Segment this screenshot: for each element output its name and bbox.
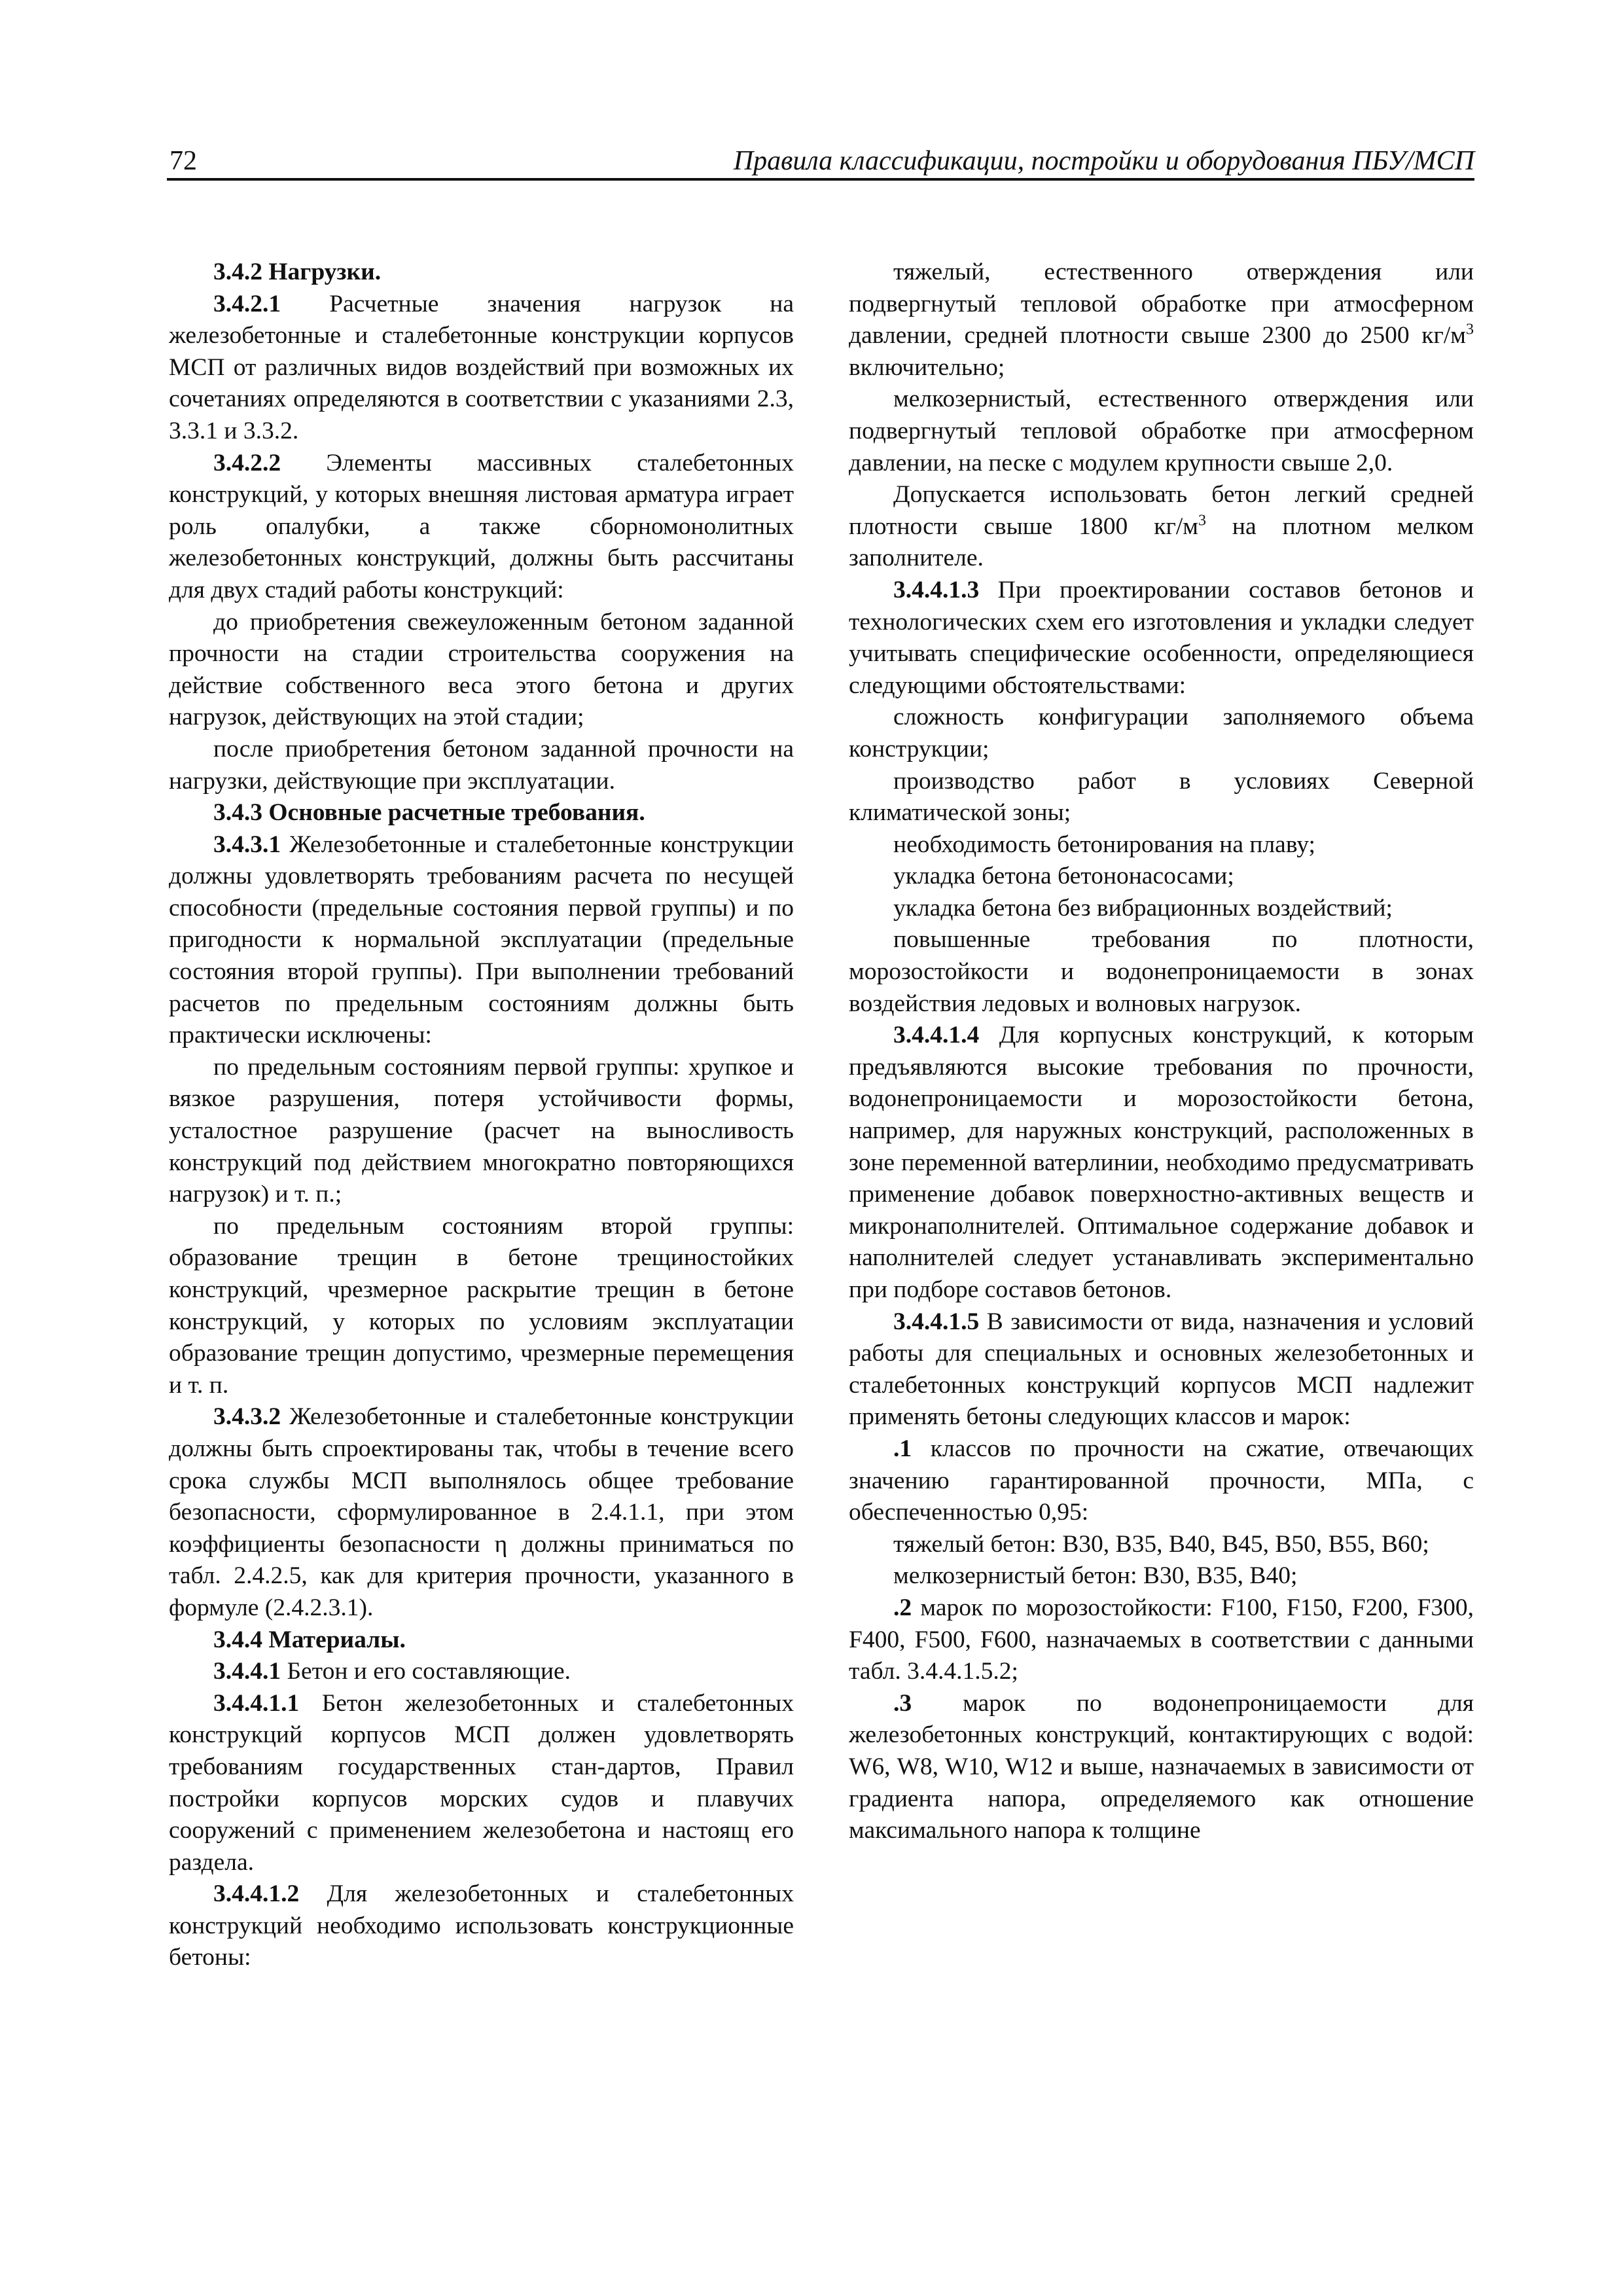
paragraph-text: по предельным состояниям второй группы: образование трещин в бетоне трещиностойких конструкций, чрезмерное раскрытие трещин в бетоне конструкций, у которых по условиям эксплуатации образование трещин допустимо, чрезмерные перемещения и т. п. — [169, 1212, 794, 1399]
paragraph — [849, 1433, 1474, 1529]
paragraph-text: после приобретения бетоном заданной прочности на нагрузки, действующие при эксплуатации. — [169, 735, 794, 795]
paragraph — [169, 448, 794, 607]
paragraph-text: по предельным состояниям первой группы: хрупкое и вязкое разрушения, потеря устойчивости формы, усталостное разрушение (расчет на выносливость конструкций под действием многократно повторяющихся нагрузок) и т. п.; — [169, 1053, 794, 1208]
clause-number: 3.4.4.1.3 — [893, 576, 980, 603]
paragraph-text: марок по водонепроницаемости для железобетонных конструкций, контактирующих с водой: W6, W8, W10, W12 и выше, назначаемых в зависимости от градиента напора, определяемого как отношение максимального напора к толщине — [849, 1689, 1474, 1844]
running-title: Правила классификации, постройки и оборудования ПБУ/МСП — [733, 146, 1474, 176]
paragraph-text: укладка бетона бетононасосами; — [893, 863, 1234, 890]
paragraph-text: Железобетонные и сталебетонные конструкции должны быть спроектированы так, чтобы в течение всего срока службы МСП выполнялось общее требование безопасности, сформулированное в 2.4.1.1, при этом коэффициенты безопасности η должны приниматься по табл. 2.4.2.5, как для критерия прочности, указанного в формуле (2.4.2.3.1). — [169, 1403, 794, 1621]
clause-number: 3.4.2 Нагрузки. — [213, 259, 382, 285]
paragraph — [849, 1020, 1474, 1306]
clause-number: 3.4.4.1.1 — [213, 1689, 300, 1717]
clause-number: 3.4.4 Материалы. — [213, 1626, 406, 1653]
right-column — [849, 257, 1474, 1847]
paragraph — [169, 1656, 794, 1688]
paragraph-text: Для железобетонных и сталебетонных конструкций необходимо использовать конструкционные бетоны: — [169, 1880, 794, 1971]
paragraph-text: классов по прочности на сжатие, отвечающих значению гарантированной прочности, МПа, с обеспеченностью 0,95: — [849, 1435, 1474, 1526]
paragraph-text: Бетон и его составляющие. — [281, 1658, 571, 1685]
paragraph — [849, 829, 1474, 861]
superscript: 3 — [1198, 512, 1206, 529]
paragraph — [169, 1052, 794, 1211]
paragraph — [849, 1688, 1474, 1847]
paragraph — [849, 1592, 1474, 1688]
paragraph-text-tail: включительно; — [849, 353, 1005, 381]
clause-number: .3 — [893, 1689, 912, 1717]
clause-number: .2 — [893, 1594, 912, 1621]
paragraph-text: Расчетные значения нагрузок на железобетонные и сталебетонные конструкции корпусов МСП от различных видов воздействий при возможных их сочетаниях определяются в соответствии с указаниями 2.3, 3.3.1 и 3.3.2. — [169, 290, 794, 444]
paragraph — [169, 1211, 794, 1402]
paragraph-text-tail: на плотном мелком заполнителе. — [849, 512, 1474, 572]
paragraph — [169, 734, 794, 797]
paragraph-text: Элементы массивных сталебетонных конструкций, у которых внешняя листовая арматура играет роль опалубки, а также сборномонолитных железобетонных конструкций, должны быть рассчитаны для двух стадий работы конструкций: — [169, 449, 794, 603]
clause-number: 3.4.3 Основные расчетные требования. — [213, 799, 645, 827]
paragraph — [849, 575, 1474, 702]
paragraph — [849, 893, 1474, 925]
paragraph-text: Допускается использовать бетон легкий средней плотности свыше 1800 кг/м — [849, 481, 1474, 540]
clause-number: 3.4.3.1 — [213, 831, 281, 858]
paragraph — [169, 829, 794, 1052]
paragraph — [169, 607, 794, 734]
clause-number: 3.4.4.1.5 — [893, 1308, 980, 1335]
paragraph-text: укладка бетона без вибрационных воздействий; — [893, 894, 1393, 922]
paragraph — [849, 1529, 1474, 1561]
paragraph — [169, 1878, 794, 1974]
paragraph — [849, 384, 1474, 479]
paragraph — [169, 797, 794, 829]
paragraph-text: мелкозернистый, естественного отверждения или подвергнутый тепловой обработке при атмосферном давлении, на песке с модулем крупности свыше 2,0. — [849, 386, 1474, 476]
left-column — [169, 257, 794, 1974]
paragraph — [169, 289, 794, 448]
paragraph — [849, 702, 1474, 765]
paragraph — [169, 1624, 794, 1657]
clause-number: 3.4.3.2 — [213, 1403, 281, 1431]
page-number: 72 — [169, 146, 197, 176]
paragraph — [849, 1306, 1474, 1433]
paragraph — [849, 924, 1474, 1020]
paragraph-text: мелкозернистый бетон: В30, В35, В40; — [893, 1562, 1298, 1590]
page-header — [167, 143, 1474, 179]
paragraph — [849, 479, 1474, 575]
paragraph-text: производство работ в условиях Северной климатической зоны; — [849, 767, 1474, 827]
paragraph — [169, 1401, 794, 1624]
paragraph-text: сложность конфигурации заполняемого объема конструкции; — [849, 704, 1474, 762]
paragraph — [849, 766, 1474, 829]
clause-number: 3.4.4.1.2 — [213, 1880, 300, 1908]
header-rule — [167, 178, 1474, 181]
paragraph-text: В зависимости от вида, назначения и условий работы для специальных и основных железобетонных и сталебетонных конструкций корпусов МСП надлежит применять бетоны следующих классов и марок: — [849, 1308, 1474, 1431]
clause-number: 3.4.2.2 — [213, 449, 281, 476]
paragraph-text: тяжелый бетон: В30, В35, В40, В45, В50, В55, В60; — [893, 1530, 1429, 1558]
paragraph-text: марок по морозостойкости: F100, F150, F200, F300, F400, F500, F600, назначаемых в соответствии с данными табл. 3.4.4.1.5.2; — [849, 1594, 1474, 1685]
paragraph — [169, 257, 794, 289]
clause-number: 3.4.2.1 — [213, 290, 281, 317]
paragraph-text: Для корпусных конструкций, к которым предъявляются высокие требования по прочности, водонепроницаемости и морозостойкости бетона, например, для наружных конструкций, расположенных в зоне переменной ватерлинии, необходимо предусматривать применение добавок поверхностно-активных веществ и микронаполнителей. Оптимальное содержание добавок и наполнителей следует устанавливать экспериментально при подборе составов бетонов. — [849, 1022, 1474, 1303]
paragraph-text: необходимость бетонирования на плаву; — [893, 831, 1315, 858]
paragraph-text: Бетон железобетонных и сталебетонных конструкций корпусов МСП должен удовлетворять требованиям государственных стан-дартов, Правил постройки корпусов морских судов и плавучих сооружений с применением железобетона и настоящ его раздела. — [169, 1689, 794, 1876]
paragraph — [169, 1688, 794, 1879]
paragraph-text: При проектировании составов бетонов и технологических схем его изготовления и укладки следует учитывать специфические особенности, определяющиеся следующими обстоятельствами: — [849, 576, 1474, 699]
paragraph — [849, 861, 1474, 893]
superscript: 3 — [1466, 321, 1474, 338]
paragraph-text: тяжелый, естественного отверждения или подвергнутый тепловой обработке при атмосферном давлении, средней плотности свыше 2300 до 2500 кг/м — [849, 259, 1474, 350]
paragraph — [849, 257, 1474, 384]
paragraph — [849, 1560, 1474, 1592]
paragraph-text: повышенные требования по плотности, морозостойкости и водонепроницаемости в зонах воздействия ледовых и волновых нагрузок. — [849, 926, 1474, 1017]
clause-number: 3.4.4.1 — [213, 1658, 281, 1685]
clause-number: 3.4.4.1.4 — [893, 1022, 980, 1049]
clause-number: .1 — [893, 1435, 912, 1462]
paragraph-text: до приобретения свежеуложенным бетоном заданной прочности на стадии строительства сооружения на действие собственного веса этого бетона и других нагрузок, действующих на этой стадии; — [169, 608, 794, 731]
paragraph-text: Железобетонные и сталебетонные конструкции должны удовлетворять требованиям расчета по несущей способности (предельные состояния первой группы) и по пригодности к нормальной эксплуатации (предельные состояния второй группы). При выполнении требований расчетов по предельным состояниям должны быть практически исключены: — [169, 831, 794, 1049]
